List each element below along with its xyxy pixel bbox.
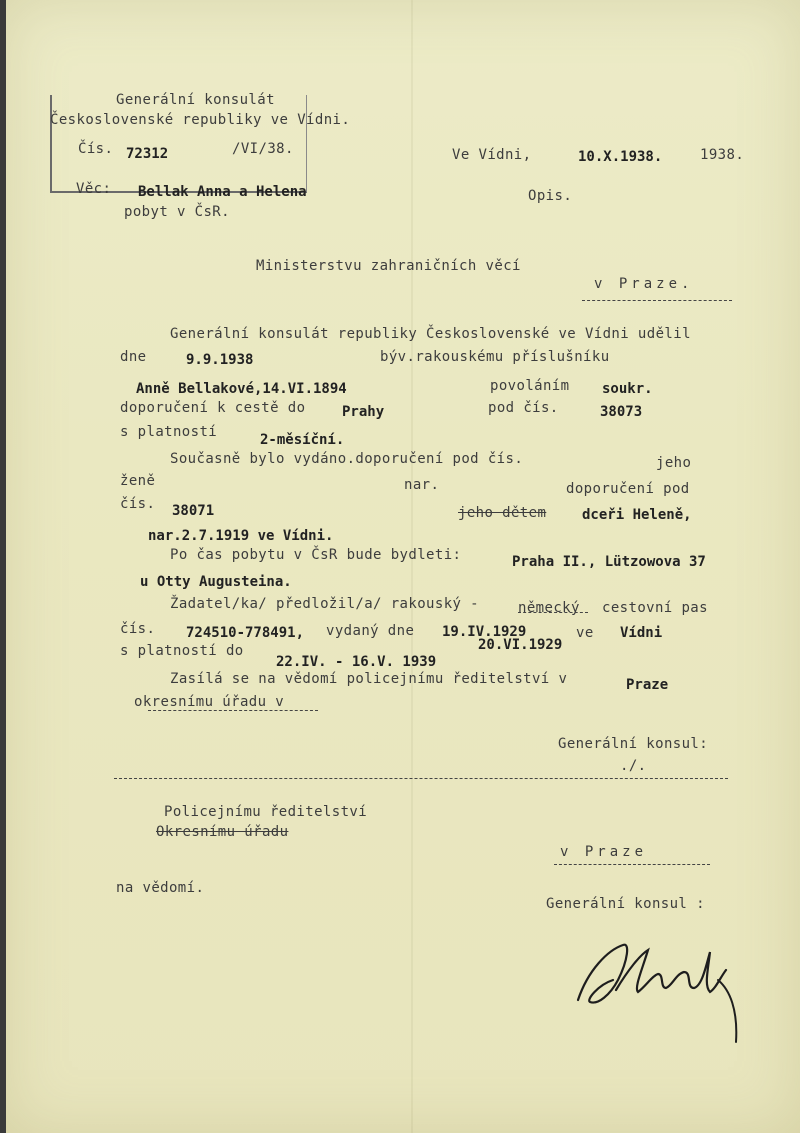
p1-name: Anně Bellakové,14.VI.1894 [136, 381, 347, 397]
p1-date: 9.9.1938 [186, 352, 254, 368]
p1-former-citizen: býv.rakouskému příslušníku [380, 349, 610, 365]
addressee-city: v Praze. [594, 276, 694, 292]
p4-line1a: Žadatel/ka/ předložil/a/ rakouský - [170, 596, 480, 612]
p4-issued-label: vydaný dne [326, 623, 415, 639]
footer-recipient-police: Policejnímu ředitelství [164, 804, 368, 820]
p2-number: 38071 [172, 503, 215, 519]
p4-validity-label: s platností do [120, 643, 244, 659]
year-suffix: 1938. [700, 147, 745, 163]
p2-jeho-detem: jeho dětem [458, 505, 547, 521]
ref-suffix: /VI/38. [232, 141, 294, 157]
p1-recommendation: doporučení k cestě do [120, 400, 306, 416]
p4-ve: ve [576, 625, 594, 641]
p2-zene: ženě [120, 473, 156, 489]
p5-underline [148, 710, 318, 711]
consul-signature [568, 930, 748, 1050]
p4-line1b: cestovní pas [602, 600, 708, 616]
p3-address2: u Otty Augusteina. [140, 574, 292, 590]
p1-pod-cis: pod čís. [488, 400, 559, 416]
p4-passport-number: 724510-778491, [186, 625, 305, 641]
p3-address: Praha II., Lützowova 37 [512, 554, 706, 570]
footer-city: v Praze [560, 844, 648, 860]
p1-occupation: soukr. [602, 381, 653, 397]
addressee-underline [582, 300, 732, 301]
footer-recipient-district: Okresnímu úřadu [156, 824, 289, 840]
letter-date: 10.X.1938. [578, 149, 663, 165]
subject-sub: pobyt v ČsR. [124, 204, 230, 220]
p2-recommendation: doporučení pod [566, 481, 690, 497]
p1-destination: Prahy [342, 404, 385, 420]
addressee-ministry: Ministerstvu zahraničních věcí [256, 258, 521, 274]
p1-validity-label: s platností [120, 424, 218, 440]
consul-mark: ./. [620, 758, 647, 774]
p5-line1: Zasílá se na vědomí policejnímu ředitelství v [170, 671, 568, 687]
p5-praze: Praze [626, 677, 669, 693]
p4-issued-date: 19.IV.1929 [442, 624, 527, 640]
p1-validity: 2-měsíční. [260, 432, 345, 448]
subject-label: Věc: [76, 181, 112, 197]
p4-issued-place: Vídni [620, 625, 663, 641]
footer-for-info: na vědomí. [116, 880, 205, 896]
p2-line1: Současně bylo vydáno.doporučení pod čís. [170, 451, 524, 467]
p2-cis: čís. [120, 496, 156, 512]
paper-fold [411, 0, 413, 1133]
ref-number: 72312 [126, 146, 169, 162]
p1-dne: dne [120, 349, 147, 365]
p2-jeho: jeho [656, 455, 692, 471]
p1-occupation-label: povoláním [490, 378, 570, 394]
ref-label: Čís. [78, 141, 114, 157]
footer-city-underline [554, 864, 710, 865]
p1-number: 38073 [600, 404, 643, 420]
p4-nemecky: německý [518, 600, 580, 616]
p3-line1: Po čas pobytu v ČsR bude bydleti: [170, 547, 462, 563]
section-separator [114, 778, 728, 779]
office-name-line2: Československé republiky ve Vídni. [50, 112, 351, 128]
footer-consul: Generální konsul : [546, 896, 705, 912]
p2-nar: nar. [404, 477, 440, 493]
place-prefix: Ve Vídni, [452, 147, 532, 163]
p4-cis: čís. [120, 621, 156, 637]
consul-title: Generální konsul: [558, 736, 709, 752]
p4-nemecky-underline [518, 612, 588, 613]
p2-daughter: dceři Heleně, [582, 507, 692, 523]
subject-value: Bellak Anna a Helena [138, 184, 307, 200]
document-page [6, 0, 800, 1133]
p2-birth: nar.2.7.1919 ve Vídni. [148, 528, 334, 544]
copy-mark: Opis. [528, 188, 573, 204]
p4-issued-date-2: 20.VI.1929 [478, 637, 563, 653]
office-name-line1: Generální konsulát [116, 92, 275, 108]
p4-validity: 22.IV. - 16.V. 1939 [276, 654, 437, 670]
p1-line1: Generální konsulát republiky Československé ve Vídni udělil [170, 326, 691, 342]
p5-line2: okresnímu úřadu v [134, 694, 285, 710]
